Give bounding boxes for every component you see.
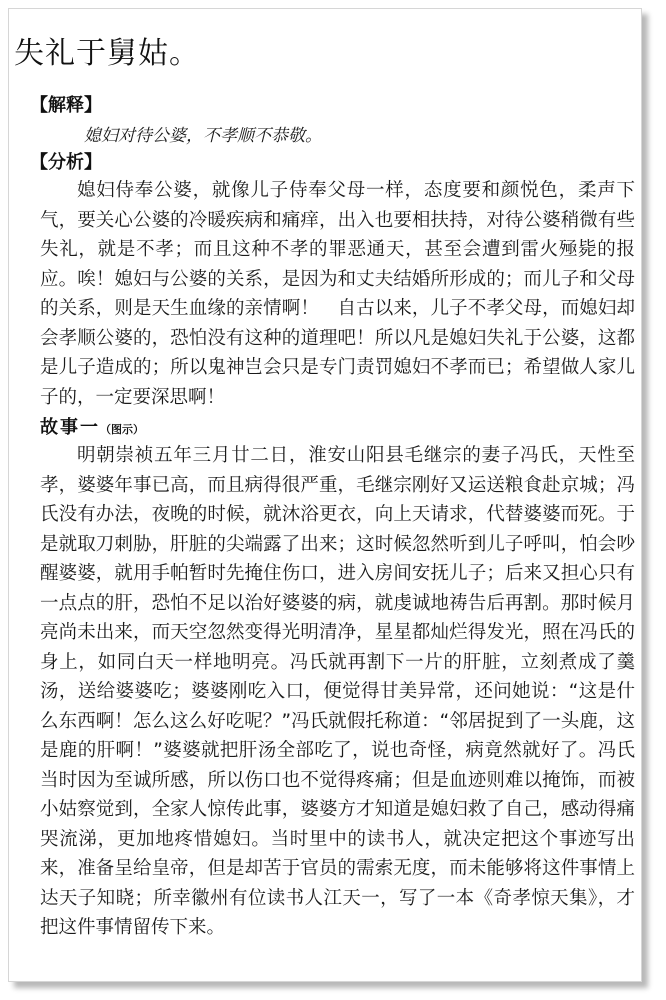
story-paragraph: 明朝崇祯五年三月廿二日，淮安山阳县毛继宗的妻子冯氏，天性至孝，婆婆年事已高，而且病得很严重，毛继宗刚好又运送粮食赴京城；冯氏没有办法，夜晚的时候，就沐浴更衣，向上天请求，代替婆婆而死。于是就取刀刺胁，肝脏的尖端露了出来；这时候忽然听到儿子呼叫，怕会吵醒婆婆，就用手帕暂时先掩住伤口，进入房间安抚儿子；后来又担心只有一点点的肝，恐怕不足以治好婆婆的病，就虔诚地祷告后再割。那时候月亮尚未出来，而天空忽然变得光明清净，星星都灿烂得发光，照在冯氏的身上，如同白天一样地明亮。冯氏就再割下一片的肝脏，立刻煮成了羹汤，送给婆婆吃；婆婆刚吃入口，便觉得甘美异常，还问她说：“这是什么东西啊！怎么这么好吃呢？”冯氏就假托称道：“邻居捉到了一头鹿，这是鹿的肝啊！”婆婆就把肝汤全部吃了，说也奇怪，病竟然就好了。冯氏当时因为至诚所感，所以伤口也不觉得疼痛；但是血迹则难以掩饰，而被小姑察觉到，全家人惊传此事，婆婆方才知道是媳妇救了自己，感动得痛哭流涕，更加地疼惜媳妇。当时里中的读书人，就决定把这个事迹写出来，准备呈给皇帝，但是却苦于官员的需索无度，而未能够将这件事情上达天子知晓；所幸徽州有位读书人江天一，写了一本《奇孝惊天集》，才把这件事情留传下来。 <box>40 445 635 938</box>
story-heading <box>40 413 144 439</box>
story-tag: （图示） <box>100 423 144 436</box>
explain-text: 媳妇对待公婆，不孝顺不恭敬。 <box>84 126 322 146</box>
story-title: 故事一 <box>40 417 100 438</box>
analysis-paragraph: 媳妇侍奉公婆，就像儿子侍奉父母一样，态度要和颜悦色，柔声下气，要关心公婆的冷暖疾病和痛痒，出入也要相扶持，对待公婆稍微有些失礼，就是不孝；而且这种不孝的罪恶通天，甚至会遭到雷火殛毙的报应。唉！媳妇与公婆的关系，是因为和丈夫结婚所形成的；而儿子和父母的关系，则是天生血缘的亲情啊！ 自古以来，儿子不孝父母，而媳妇却会孝顺公婆的，恐怕没有这种的道理吧！所以凡是媳妇失礼于公婆，这都是儿子造成的；所以鬼神岂会只是专门责罚媳妇不孝而已；希望做人家儿子的，一定要深思啊！ <box>40 180 635 408</box>
page-title: 失礼于舅姑。 <box>14 36 200 71</box>
explain-label: 【解释】 <box>30 95 102 116</box>
analysis-label: 【分析】 <box>30 152 102 173</box>
